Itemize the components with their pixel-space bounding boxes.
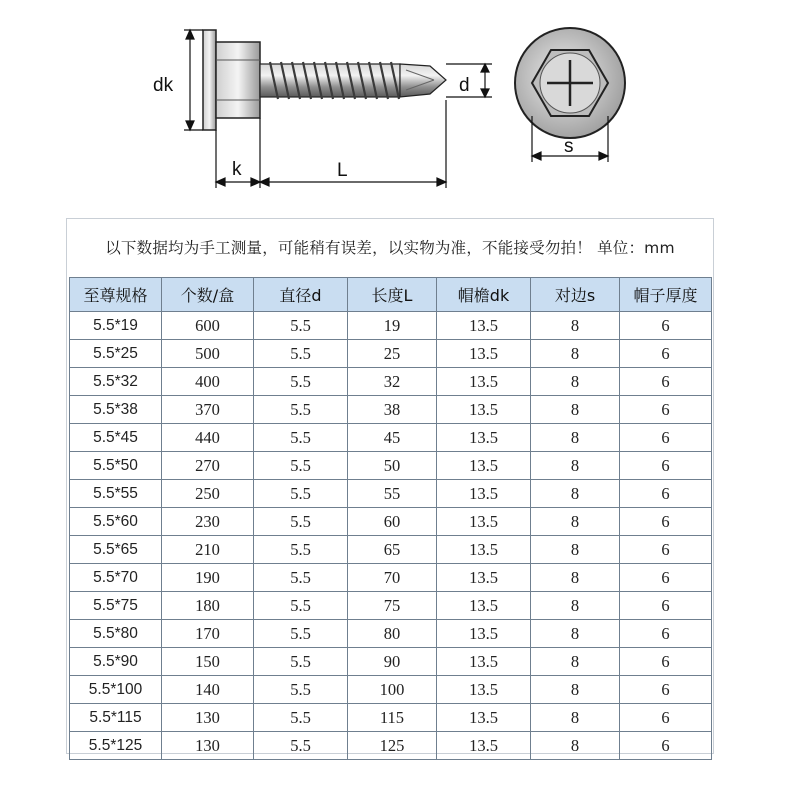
cell-spec: 5.5*90 (70, 648, 162, 676)
cell-head-diameter: 13.5 (437, 704, 531, 732)
cell-count-per-box: 230 (162, 508, 254, 536)
cell-head-thickness: 6 (620, 312, 712, 340)
table-row (70, 452, 712, 480)
table-row (70, 564, 712, 592)
cell-spec: 5.5*32 (70, 368, 162, 396)
cell-spec: 5.5*55 (70, 480, 162, 508)
cell-spec: 5.5*75 (70, 592, 162, 620)
label-k: k (232, 159, 242, 180)
cell-length: 115 (348, 704, 437, 732)
cell-length: 55 (348, 480, 437, 508)
cell-head-thickness: 6 (620, 592, 712, 620)
cell-length: 32 (348, 368, 437, 396)
cell-diameter: 5.5 (254, 676, 348, 704)
cell-length: 80 (348, 620, 437, 648)
cell-count-per-box: 210 (162, 536, 254, 564)
cell-count-per-box: 500 (162, 340, 254, 368)
cell-count-per-box: 140 (162, 676, 254, 704)
cell-across-flats: 8 (531, 368, 620, 396)
table-row (70, 340, 712, 368)
cell-length: 19 (348, 312, 437, 340)
cell-diameter: 5.5 (254, 480, 348, 508)
cell-across-flats: 8 (531, 340, 620, 368)
cell-across-flats: 8 (531, 396, 620, 424)
cell-head-diameter: 13.5 (437, 508, 531, 536)
cell-count-per-box: 170 (162, 620, 254, 648)
table-row (70, 312, 712, 340)
cell-count-per-box: 190 (162, 564, 254, 592)
cell-length: 75 (348, 592, 437, 620)
cell-diameter: 5.5 (254, 592, 348, 620)
header-head-diameter: 帽檐dk (437, 278, 531, 312)
header-diameter: 直径d (254, 278, 348, 312)
header-spec: 至尊规格 (70, 278, 162, 312)
cell-diameter: 5.5 (254, 732, 348, 760)
table-row (70, 620, 712, 648)
cell-spec: 5.5*45 (70, 424, 162, 452)
table-row (70, 368, 712, 396)
cell-head-diameter: 13.5 (437, 620, 531, 648)
cell-diameter: 5.5 (254, 564, 348, 592)
cell-head-thickness: 6 (620, 536, 712, 564)
cell-head-thickness: 6 (620, 732, 712, 760)
cell-spec: 5.5*100 (70, 676, 162, 704)
cell-spec: 5.5*50 (70, 452, 162, 480)
table-row (70, 396, 712, 424)
cell-head-thickness: 6 (620, 564, 712, 592)
cell-spec: 5.5*125 (70, 732, 162, 760)
measurement-notice: 以下数据均为手工测量，可能稍有误差，以实物为准，不能接受勿拍！ 单位：mm (105, 239, 675, 257)
cell-length: 90 (348, 648, 437, 676)
cell-count-per-box: 440 (162, 424, 254, 452)
cell-diameter: 5.5 (254, 508, 348, 536)
cell-spec: 5.5*19 (70, 312, 162, 340)
cell-diameter: 5.5 (254, 340, 348, 368)
header-across-flats: 对边s (531, 278, 620, 312)
cell-count-per-box: 130 (162, 704, 254, 732)
cell-diameter: 5.5 (254, 396, 348, 424)
cell-head-diameter: 13.5 (437, 396, 531, 424)
cell-across-flats: 8 (531, 676, 620, 704)
cell-across-flats: 8 (531, 648, 620, 676)
table-row (70, 536, 712, 564)
table-row (70, 592, 712, 620)
cell-length: 125 (348, 732, 437, 760)
cell-head-diameter: 13.5 (437, 592, 531, 620)
cell-head-diameter: 13.5 (437, 648, 531, 676)
table-row (70, 704, 712, 732)
label-dk: dk (153, 75, 174, 96)
cell-length: 38 (348, 396, 437, 424)
cell-head-diameter: 13.5 (437, 340, 531, 368)
cell-diameter: 5.5 (254, 648, 348, 676)
cell-across-flats: 8 (531, 620, 620, 648)
cell-across-flats: 8 (531, 704, 620, 732)
cell-length: 65 (348, 536, 437, 564)
table-row (70, 676, 712, 704)
cell-diameter: 5.5 (254, 704, 348, 732)
cell-spec: 5.5*115 (70, 704, 162, 732)
cell-diameter: 5.5 (254, 620, 348, 648)
label-d: d (459, 75, 470, 96)
cell-across-flats: 8 (531, 564, 620, 592)
cell-spec: 5.5*38 (70, 396, 162, 424)
cell-across-flats: 8 (531, 732, 620, 760)
table-header-row (70, 278, 712, 312)
table-row (70, 508, 712, 536)
label-s: s (564, 136, 574, 157)
cell-head-thickness: 6 (620, 368, 712, 396)
cell-length: 50 (348, 452, 437, 480)
cell-head-diameter: 13.5 (437, 452, 531, 480)
cell-head-diameter: 13.5 (437, 536, 531, 564)
cell-count-per-box: 150 (162, 648, 254, 676)
cell-across-flats: 8 (531, 480, 620, 508)
cell-spec: 5.5*60 (70, 508, 162, 536)
cell-count-per-box: 370 (162, 396, 254, 424)
cell-across-flats: 8 (531, 424, 620, 452)
spec-panel (66, 218, 714, 754)
cell-head-diameter: 13.5 (437, 564, 531, 592)
cell-diameter: 5.5 (254, 368, 348, 396)
cell-length: 45 (348, 424, 437, 452)
spec-table (69, 277, 712, 760)
cell-head-diameter: 13.5 (437, 480, 531, 508)
cell-across-flats: 8 (531, 452, 620, 480)
cell-head-diameter: 13.5 (437, 368, 531, 396)
cell-head-thickness: 6 (620, 620, 712, 648)
cell-spec: 5.5*25 (70, 340, 162, 368)
header-count-per-box: 个数/盒 (162, 278, 254, 312)
cell-head-diameter: 13.5 (437, 676, 531, 704)
cell-head-thickness: 6 (620, 424, 712, 452)
cell-diameter: 5.5 (254, 424, 348, 452)
cell-count-per-box: 270 (162, 452, 254, 480)
cell-count-per-box: 130 (162, 732, 254, 760)
cell-head-thickness: 6 (620, 396, 712, 424)
cell-diameter: 5.5 (254, 536, 348, 564)
cell-head-thickness: 6 (620, 508, 712, 536)
cell-head-thickness: 6 (620, 676, 712, 704)
cell-length: 100 (348, 676, 437, 704)
cell-diameter: 5.5 (254, 312, 348, 340)
cell-head-thickness: 6 (620, 648, 712, 676)
cell-length: 70 (348, 564, 437, 592)
cell-count-per-box: 400 (162, 368, 254, 396)
label-L: L (337, 160, 348, 181)
cell-length: 25 (348, 340, 437, 368)
cell-count-per-box: 250 (162, 480, 254, 508)
header-head-thickness: 帽子厚度 (620, 278, 712, 312)
table-row (70, 648, 712, 676)
cell-head-thickness: 6 (620, 340, 712, 368)
table-row (70, 424, 712, 452)
cell-across-flats: 8 (531, 312, 620, 340)
cell-head-thickness: 6 (620, 452, 712, 480)
cell-spec: 5.5*70 (70, 564, 162, 592)
cell-spec: 5.5*65 (70, 536, 162, 564)
cell-diameter: 5.5 (254, 452, 348, 480)
cell-head-thickness: 6 (620, 704, 712, 732)
cell-head-diameter: 13.5 (437, 312, 531, 340)
screw-side-view (203, 30, 446, 130)
cell-length: 60 (348, 508, 437, 536)
cell-across-flats: 8 (531, 592, 620, 620)
header-length: 长度L (348, 278, 437, 312)
screw-dimension-diagram (0, 0, 800, 215)
cell-across-flats: 8 (531, 508, 620, 536)
cell-head-diameter: 13.5 (437, 732, 531, 760)
table-row (70, 732, 712, 760)
cell-count-per-box: 180 (162, 592, 254, 620)
cell-across-flats: 8 (531, 536, 620, 564)
table-row (70, 480, 712, 508)
cell-head-diameter: 13.5 (437, 424, 531, 452)
cell-head-thickness: 6 (620, 480, 712, 508)
cell-spec: 5.5*80 (70, 620, 162, 648)
cell-count-per-box: 600 (162, 312, 254, 340)
